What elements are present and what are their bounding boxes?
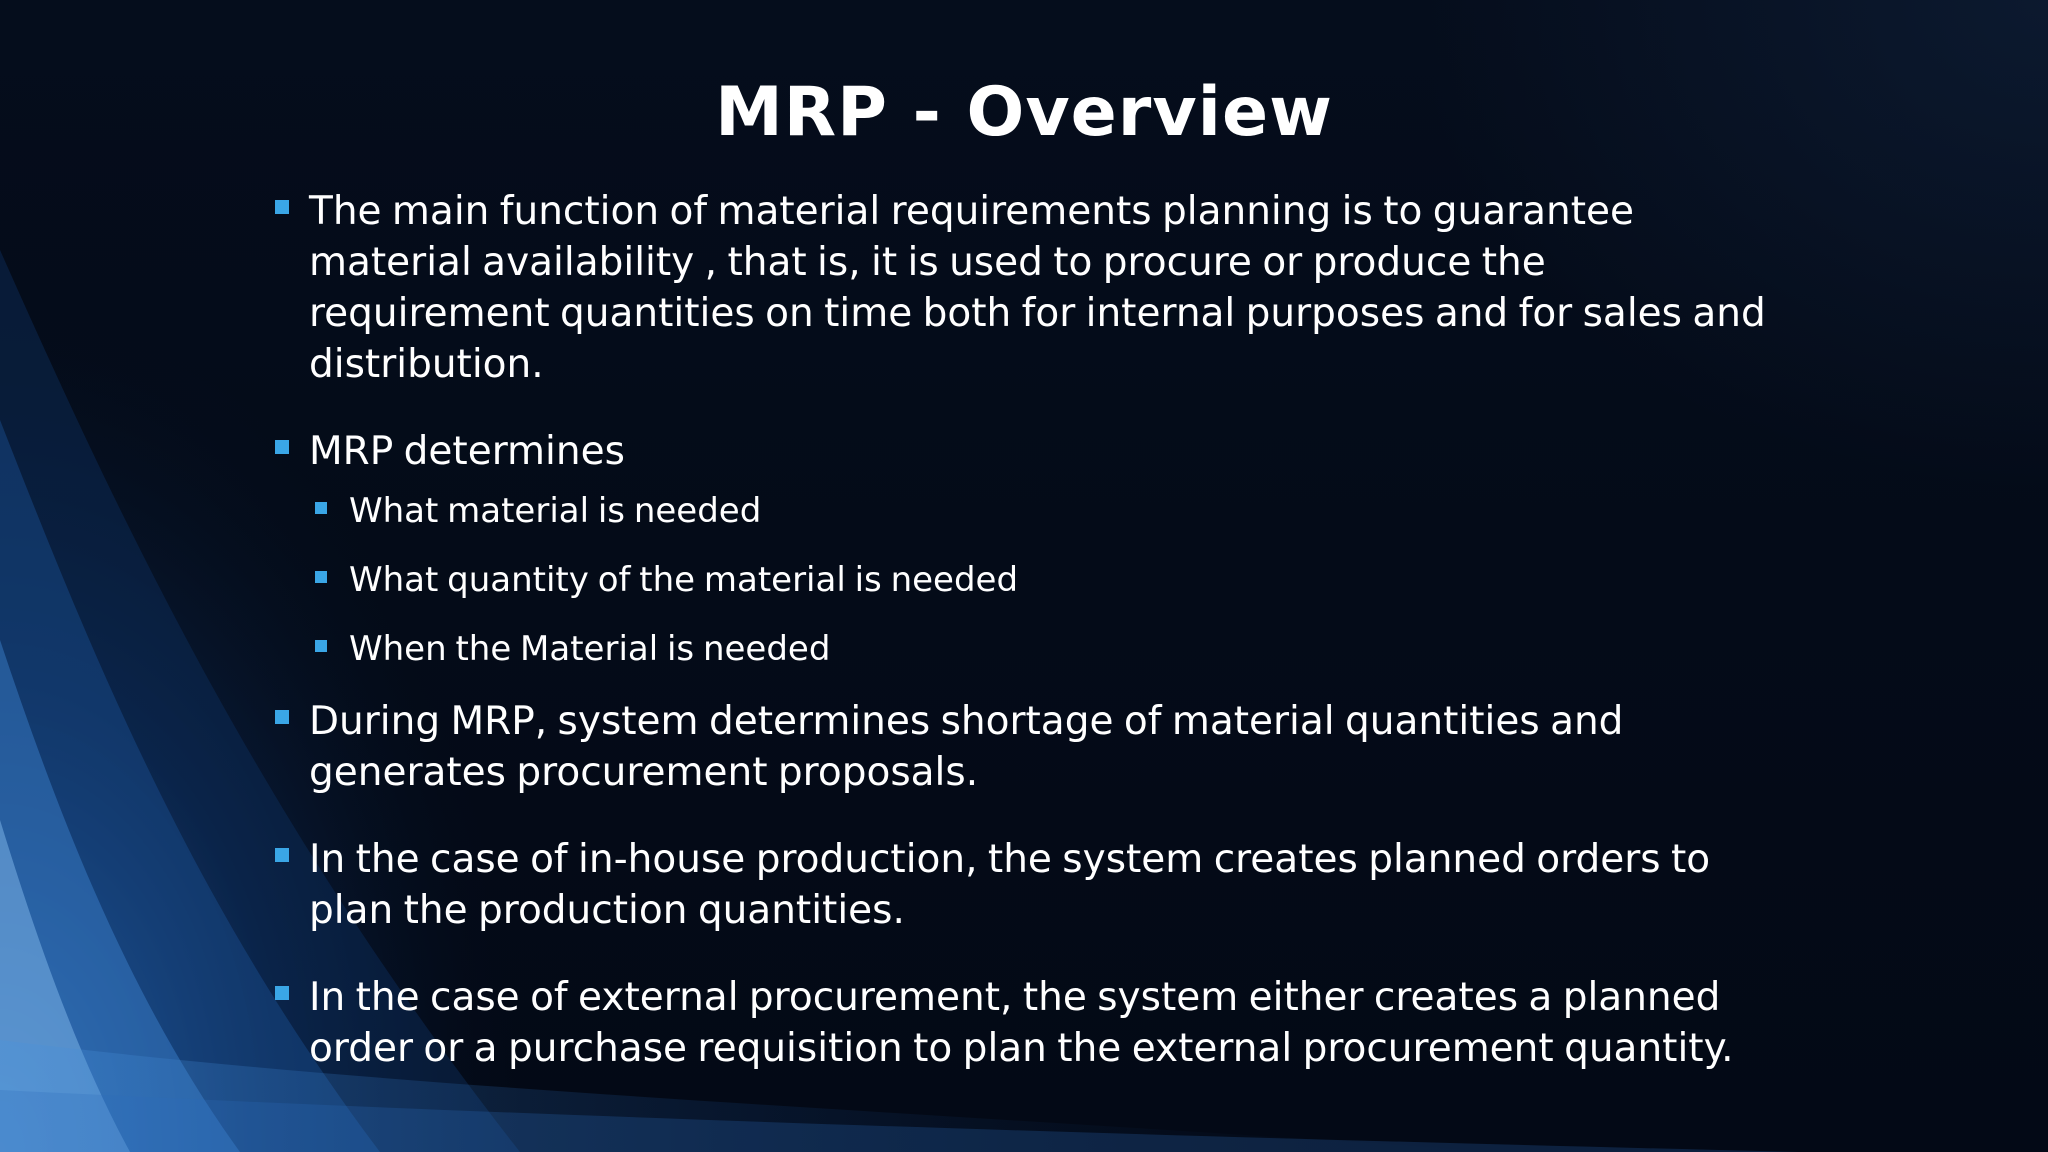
square-bullet-icon: [275, 848, 289, 862]
bullet-text: MRP determines: [309, 429, 625, 474]
sub-bullet-text: What quantity of the material is needed: [349, 560, 1019, 600]
sub-bullet-text: When the Material is needed: [349, 629, 831, 669]
bullet-list: [275, 186, 1775, 1110]
square-bullet-icon: [315, 571, 327, 583]
square-bullet-icon: [275, 710, 289, 724]
sub-bullet-item: [275, 558, 1775, 602]
bullet-item: [275, 426, 1775, 477]
slide-title: MRP - Overview: [715, 73, 1333, 152]
sub-bullet-text: What material is needed: [349, 491, 762, 531]
bullet-text: In the case of in-house production, the system creates planned orders to plan the production quantities.: [309, 837, 1711, 933]
sub-bullet-item: [275, 489, 1775, 533]
bullet-item: [275, 834, 1775, 936]
bullet-item: [275, 972, 1775, 1074]
square-bullet-icon: [275, 200, 289, 214]
square-bullet-icon: [315, 640, 327, 652]
bullet-text: In the case of external procurement, the system either creates a planned order or a purchase requisition to plan the external procurement quantity.: [309, 975, 1734, 1071]
bullet-item: [275, 186, 1775, 390]
bullet-text: During MRP, system determines shortage of material quantities and generates procurement proposals.: [309, 699, 1624, 795]
sub-bullet-list: [275, 489, 1775, 671]
square-bullet-icon: [275, 986, 289, 1000]
square-bullet-icon: [315, 502, 327, 514]
square-bullet-icon: [275, 440, 289, 454]
sub-bullet-item: [275, 627, 1775, 671]
bullet-item: [275, 696, 1775, 798]
bullet-text: The main function of material requirements planning is to guarantee material availability , that is, it is used to procure or produce the requirement quantities on time both for internal purposes and for sales and distribution.: [309, 189, 1766, 387]
